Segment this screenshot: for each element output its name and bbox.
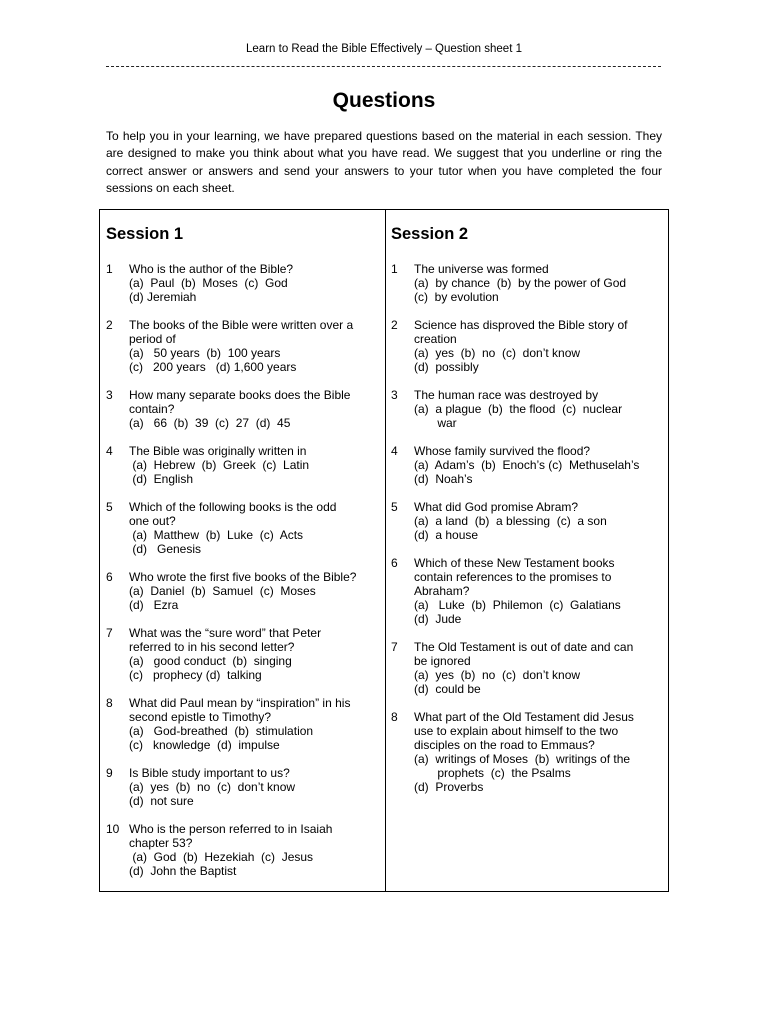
question-body bbox=[414, 710, 664, 795]
question-number: 5 bbox=[106, 500, 113, 514]
answer-options: (d) not sure bbox=[129, 794, 194, 809]
question-text: Which of the following books is the odd one out? bbox=[129, 500, 337, 529]
question-body bbox=[129, 444, 379, 486]
answer-options: (a) Paul (b) Moses (c) God bbox=[129, 276, 288, 291]
answer-options: (d) Proverbs bbox=[414, 780, 484, 795]
question-text: Who is the author of the Bible? bbox=[129, 262, 294, 276]
answer-options: (d) Genesis bbox=[129, 542, 202, 557]
header-rule bbox=[106, 66, 661, 67]
question-body bbox=[414, 262, 664, 304]
answer-options: (a) yes (b) no (c) don’t know bbox=[129, 780, 296, 795]
question-text: Science has disproved the Bible story of creation bbox=[414, 318, 628, 347]
answer-options: prophets (c) the Psalms bbox=[414, 766, 571, 781]
question-number: 6 bbox=[106, 570, 113, 584]
question-text: Who wrote the first five books of the Bible? bbox=[129, 570, 357, 584]
question-number: 4 bbox=[106, 444, 113, 458]
question-body bbox=[129, 626, 379, 682]
question-body bbox=[414, 444, 664, 486]
answer-options: (c) by evolution bbox=[414, 290, 499, 305]
answer-options: (a) by chance (b) by the power of God bbox=[414, 276, 627, 291]
answer-options: (c) prophecy (d) talking bbox=[129, 668, 262, 683]
question-number: 3 bbox=[391, 388, 398, 402]
question-body bbox=[129, 696, 379, 752]
session-title: Session 2 bbox=[391, 225, 469, 243]
question-number: 7 bbox=[391, 640, 398, 654]
answer-options: (a) God-breathed (b) stimulation bbox=[129, 724, 314, 739]
question-body bbox=[414, 640, 664, 696]
question-text: Which of these New Testament books contain references to the promises to Abraham? bbox=[414, 556, 615, 599]
question-body bbox=[414, 500, 664, 542]
question-text: The Bible was originally written in bbox=[129, 444, 307, 458]
answer-options: (a) a plague (b) the flood (c) nuclear bbox=[414, 402, 623, 417]
answer-options: (a) Adam’s (b) Enoch’s (c) Methuselah’s bbox=[414, 458, 640, 473]
answer-options: (a) a land (b) a blessing (c) a son bbox=[414, 514, 607, 529]
answer-options: (d) English bbox=[129, 472, 194, 487]
question-number: 1 bbox=[106, 262, 113, 276]
question-text: How many separate books does the Bible contain? bbox=[129, 388, 351, 417]
question-text: What part of the Old Testament did Jesus use to explain about himself to the two disciples on the road to Emmaus? bbox=[414, 710, 634, 753]
question-body bbox=[414, 556, 664, 626]
session-title: Session 1 bbox=[106, 225, 184, 243]
question-body bbox=[129, 318, 379, 374]
question-number: 4 bbox=[391, 444, 398, 458]
question-body bbox=[129, 822, 379, 878]
question-body bbox=[414, 388, 664, 430]
question-text: The universe was formed bbox=[414, 262, 549, 276]
answer-options: (d) Noah’s bbox=[414, 472, 473, 487]
answer-options: (a) good conduct (b) singing bbox=[129, 654, 292, 669]
question-number: 1 bbox=[391, 262, 398, 276]
answer-options: (d) John the Baptist bbox=[129, 864, 237, 879]
question-number: 3 bbox=[106, 388, 113, 402]
answer-options: (a) 66 (b) 39 (c) 27 (d) 45 bbox=[129, 416, 291, 431]
column-divider bbox=[385, 210, 386, 891]
question-body bbox=[129, 500, 379, 556]
answer-options: (a) yes (b) no (c) don’t know bbox=[414, 346, 581, 361]
question-text: Whose family survived the flood? bbox=[414, 444, 591, 458]
question-body bbox=[129, 388, 379, 430]
answer-options: (d) Ezra bbox=[129, 598, 179, 613]
answer-options: (a) Hebrew (b) Greek (c) Latin bbox=[129, 458, 310, 473]
question-body bbox=[129, 570, 379, 612]
answer-options: (a) 50 years (b) 100 years bbox=[129, 346, 281, 361]
question-body bbox=[129, 262, 379, 304]
answer-options: (c) 200 years (d) 1,600 years bbox=[129, 360, 297, 375]
question-text: Who is the person referred to in Isaiah chapter 53? bbox=[129, 822, 333, 851]
answer-options: (d) Jude bbox=[414, 612, 462, 627]
question-number: 8 bbox=[106, 696, 113, 710]
answer-options: (a) God (b) Hezekiah (c) Jesus bbox=[129, 850, 314, 865]
answer-options: (a) Daniel (b) Samuel (c) Moses bbox=[129, 584, 316, 599]
question-text: The Old Testament is out of date and can be ignored bbox=[414, 640, 634, 669]
question-number: 2 bbox=[391, 318, 398, 332]
question-text: Is Bible study important to us? bbox=[129, 766, 290, 780]
question-number: 2 bbox=[106, 318, 113, 332]
answer-options: (d) possibly bbox=[414, 360, 479, 375]
answer-options: (a) writings of Moses (b) writings of the bbox=[414, 752, 631, 767]
question-number: 10 bbox=[106, 822, 120, 836]
question-body bbox=[414, 318, 664, 374]
answer-options: (a) Matthew (b) Luke (c) Acts bbox=[129, 528, 304, 543]
intro-paragraph: To help you in your learning, we have prepared questions based on the material in each session. They are designed to make you think about what you have read. We suggest that you underline or ring the correct answer or answers and send your answers to your tutor when you have completed the four sessions on each sheet. bbox=[106, 129, 662, 195]
answer-options: (c) knowledge (d) impulse bbox=[129, 738, 280, 753]
answer-options: (a) Luke (b) Philemon (c) Galatians bbox=[414, 598, 621, 613]
question-text: What did God promise Abram? bbox=[414, 500, 579, 514]
answer-options: (d) a house bbox=[414, 528, 479, 543]
question-number: 6 bbox=[391, 556, 398, 570]
question-text: What did Paul mean by “inspiration” in his second epistle to Timothy? bbox=[129, 696, 351, 725]
questions-box bbox=[99, 209, 669, 892]
answer-options: (a) yes (b) no (c) don’t know bbox=[414, 668, 581, 683]
question-text: The books of the Bible were written over a period of bbox=[129, 318, 354, 347]
question-number: 9 bbox=[106, 766, 113, 780]
page-title: Questions bbox=[332, 89, 436, 112]
answer-options: war bbox=[414, 416, 457, 431]
question-number: 5 bbox=[391, 500, 398, 514]
question-body bbox=[129, 766, 379, 808]
question-number: 7 bbox=[106, 626, 113, 640]
question-text: What was the “sure word” that Peter referred to in his second letter? bbox=[129, 626, 322, 655]
page-header: Learn to Read the Bible Effectively – Question sheet 1 bbox=[246, 43, 522, 55]
answer-options: (d) could be bbox=[414, 682, 481, 697]
question-number: 8 bbox=[391, 710, 398, 724]
answer-options: (d) Jeremiah bbox=[129, 290, 197, 305]
question-text: The human race was destroyed by bbox=[414, 388, 599, 402]
